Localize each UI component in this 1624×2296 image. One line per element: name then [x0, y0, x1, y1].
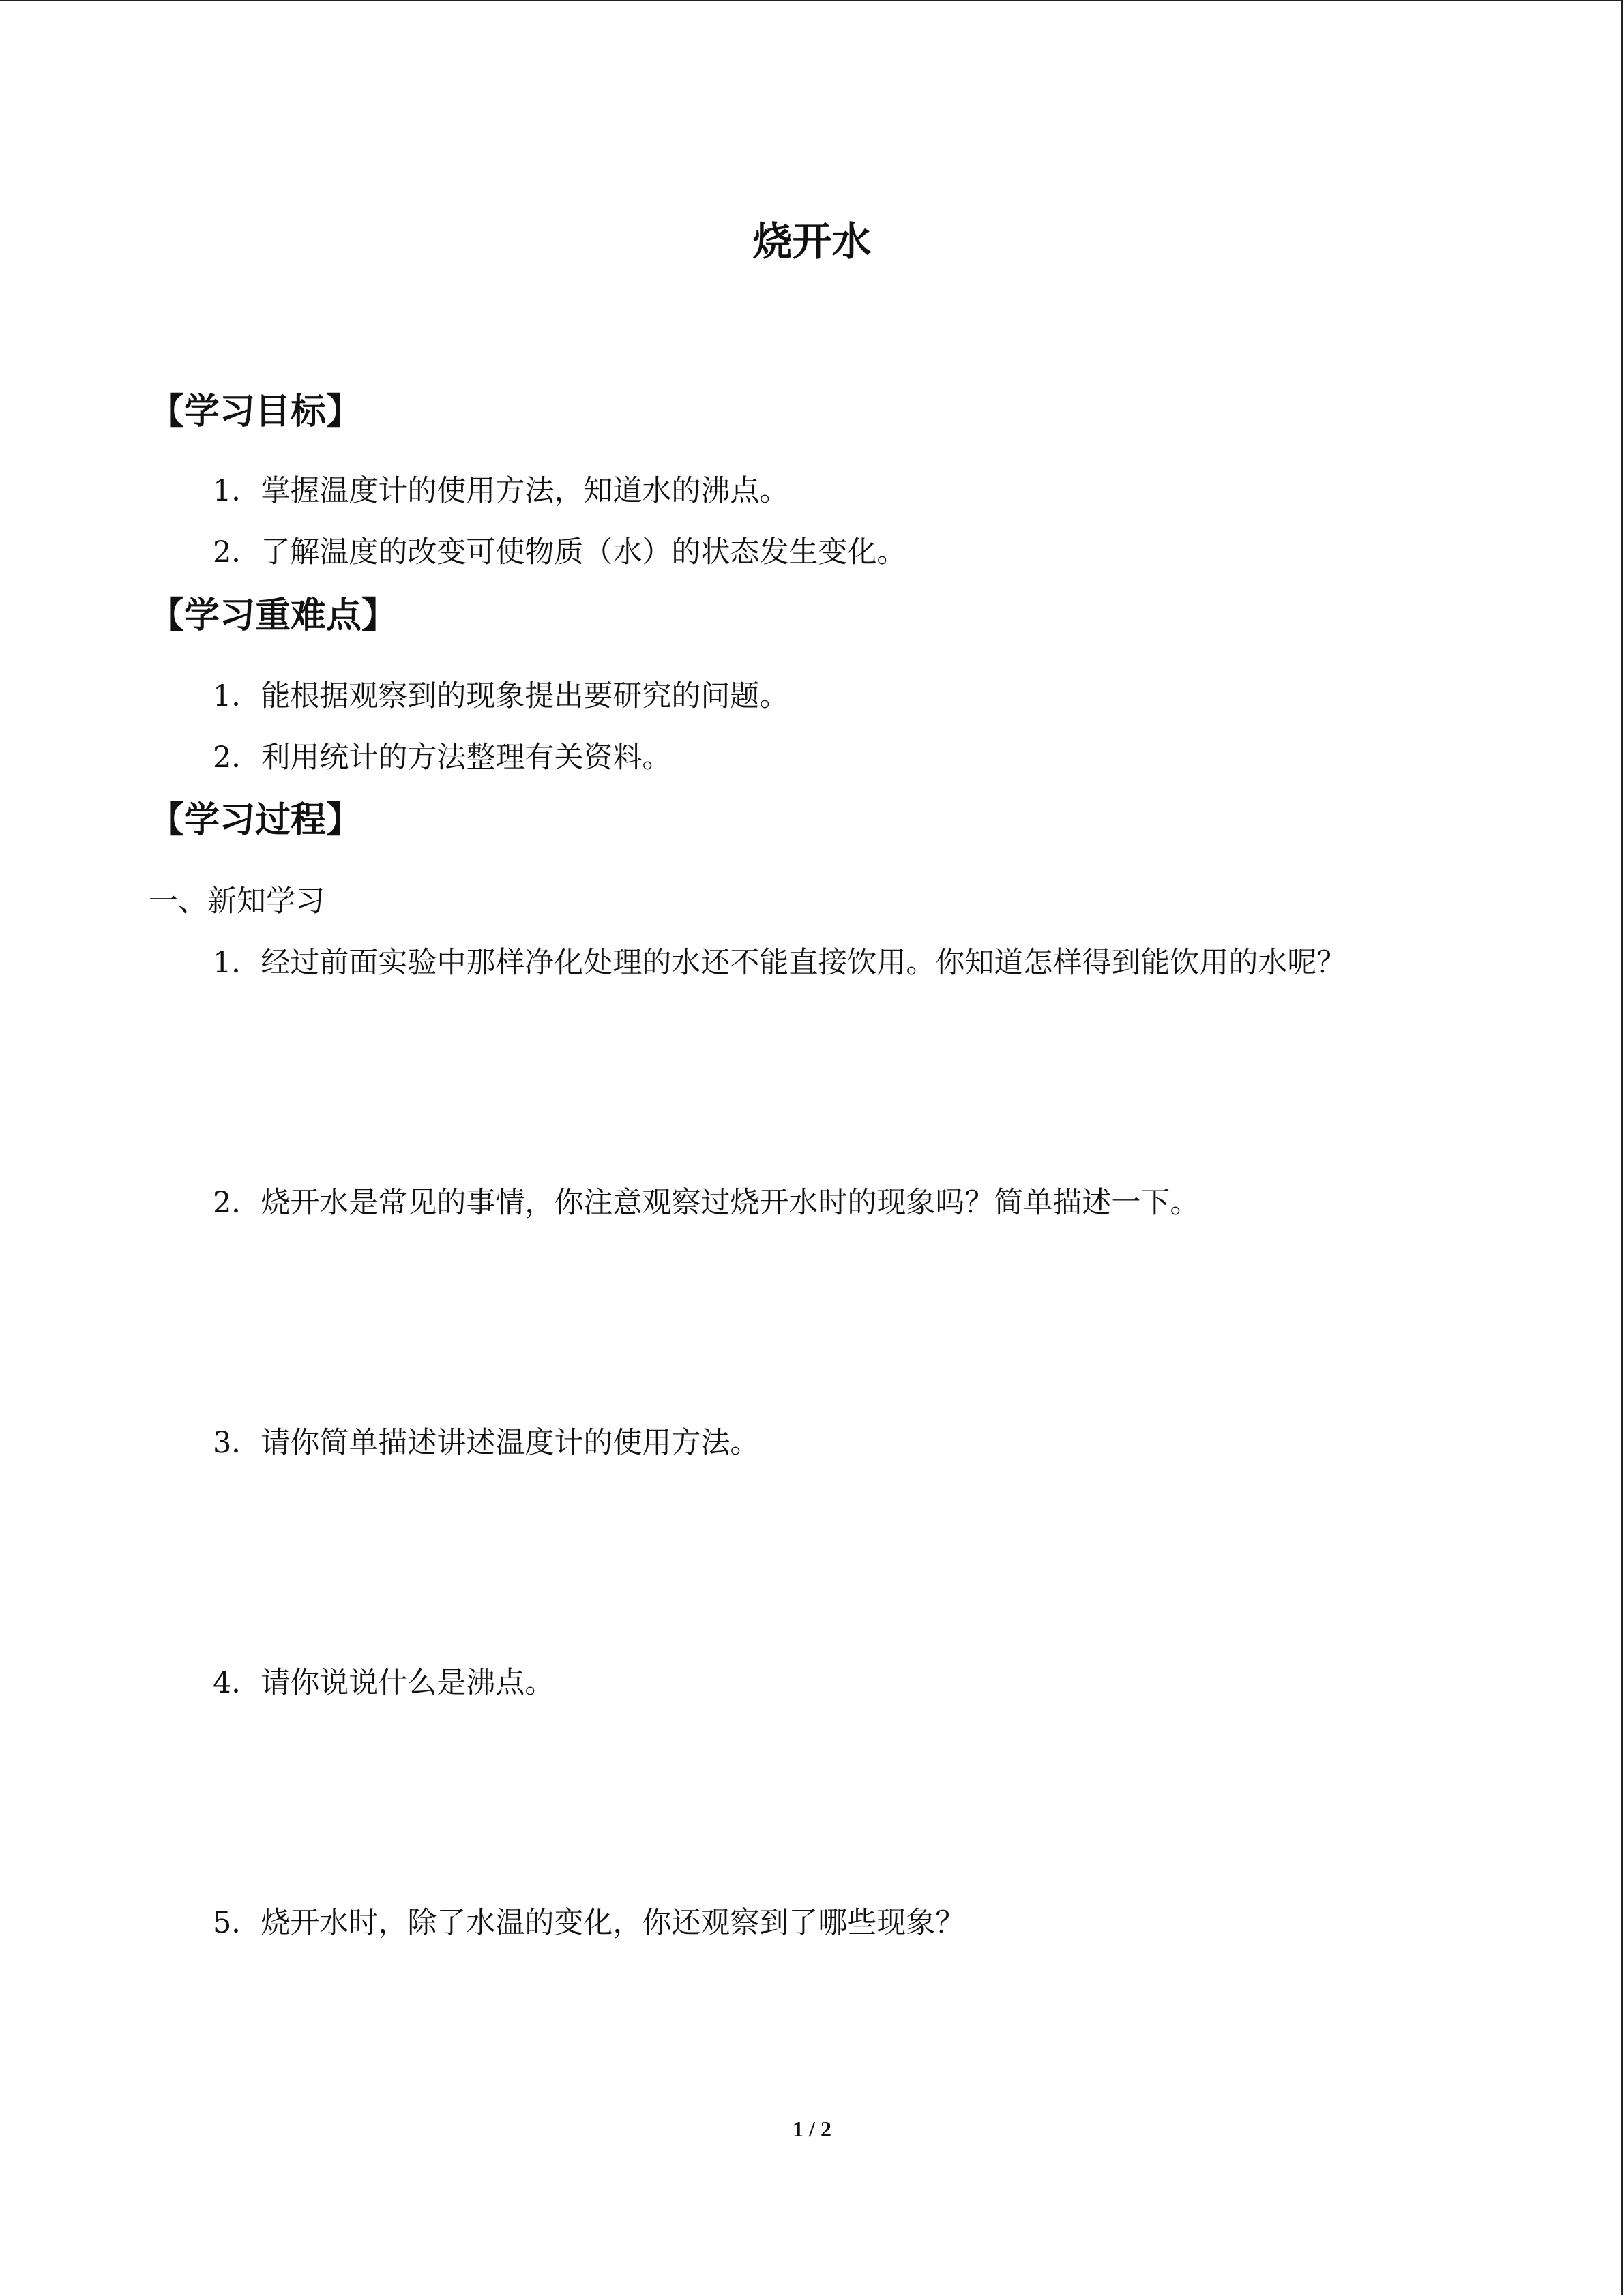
- goal-item-1: 1．掌握温度计的使用方法，知道水的沸点。: [213, 474, 789, 508]
- section-heading-goals: 【学习目标】: [149, 391, 362, 432]
- question-item-4: 4．请你说说什么是沸点。: [213, 1666, 555, 1700]
- section-heading-key-points: 【学习重难点】: [149, 595, 398, 636]
- page-number: 1 / 2: [793, 2117, 831, 2141]
- question-item-3: 3．请你简单描述讲述温度计的使用方法。: [213, 1426, 760, 1460]
- key-point-item-1: 1．能根据观察到的现象提出要研究的问题。: [213, 679, 789, 713]
- subsection-new-knowledge: 一、新知学习: [149, 884, 325, 919]
- goal-item-2: 2．了解温度的改变可使物质（水）的状态发生变化。: [213, 535, 906, 569]
- question-item-5: 5．烧开水时，除了水温的变化，你还观察到了哪些现象？: [213, 1906, 965, 1940]
- document-title: 烧开水: [752, 218, 872, 265]
- key-point-item-2: 2．利用统计的方法整理有关资料。: [213, 741, 672, 775]
- question-item-2: 2．烧开水是常见的事情，你注意观察过烧开水时的现象吗？简单描述一下。: [213, 1186, 1200, 1220]
- section-heading-process: 【学习过程】: [149, 800, 362, 841]
- question-item-1: 1．经过前面实验中那样净化处理的水还不能直接饮用。你知道怎样得到能饮用的水呢？: [213, 946, 1346, 980]
